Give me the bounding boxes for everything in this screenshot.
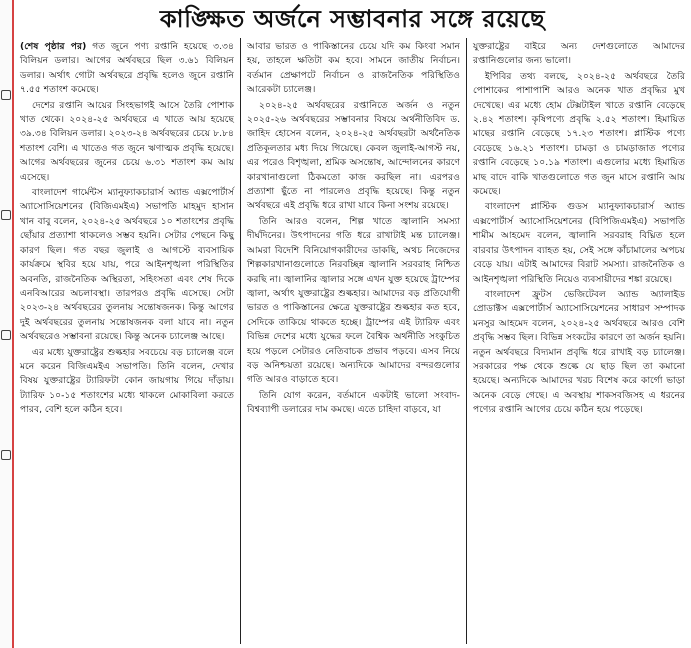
- edge-mark: [1, 90, 11, 100]
- paragraph: বাংলাদেশ ফ্রুটস ভেজিটেবল অ্যান্ড অ্যালাইড প্রোডাক্টস এক্সপোর্টার্স অ্যাসোসিয়েশনের সাধারণ সম্পাদক মনসুর আহমেদ বলেন, ২০২৪-২৫ অর্থবছরে আরও বেশি প্রবৃদ্ধি সম্ভব ছিল। বিভিন্ন সংকটের কারণে তা অর্জন হয়নি। নতুন অর্থবছরে বিদ্যমান প্রবৃদ্ধি ধরে রাখাই বড় চ্যালেঞ্জ। সরকারের পক্ষ থেকে শুল্কে যে ছাড় ছিল তা কমানো হয়েছে। অন্যদিকে আমাদের খরচ বিশেষ করে কার্গো ভাড়া অনেক বেড়ে গেছে। এ অবস্থায় শাকসবজিসহ এ ধরনের পণ্যের রপ্তানি আগের চেয়ে কঠিন হয়ে পড়েছে।: [473, 288, 685, 416]
- paragraph: আবার ভারত ও পাকিস্তানের চেয়ে যদি কম কিংবা সমান হয়, তাহলে ক্ষতিটা কম হবে। সামনে জাতীয় নির্বাচন। বর্তমান প্রেক্ষাপটে নির্বাচন ও রাজনৈতিক পরিস্থিতিও আরেকটা চ্যালেঞ্জ।: [247, 41, 460, 96]
- page-edge-strip: [0, 0, 14, 648]
- edge-mark: [1, 450, 11, 460]
- edge-mark: [1, 210, 11, 220]
- paragraph: বাংলাদেশ প্লাস্টিক গুডস ম্যানুফ্যাকচারার্স অ্যান্ড এক্সপোর্টার্স অ্যাসোসিয়েশনের (বিপিজিএমইএ) সভাপতি শামীম আহমেদ বলেন, জ্বালানি সরবরাহ বিঘ্নিত হলে বারবার উৎপাদন ব্যাহত হয়, সেই সঙ্গে কাঁচামালের অপচয় বেড়ে যায়। এটাই আমাদের বিরাট সমস্যা। রাজনৈতিক ও আইনশৃঙ্খলা পরিস্থিতি নিয়েও ব্যবসায়ীদের শঙ্কা রয়েছে।: [473, 201, 685, 285]
- article-body: [14, 38, 691, 644]
- paragraph: তিনি আরও বলেন, শিল্প খাতে জ্বালানি সমস্যা দীর্ঘদিনের। উৎপাদনের গতি ধরে রাখাটাই মন্ত চ্যালেঞ্জ। আমরা বিদেশি বিনিয়োগকারীদের ডাকছি, অথচ নিজেদের শিল্পকারখানাগুলোতে নিরবচ্ছিন্ন জ্বালানি সরবরাহ নিশ্চিত করছি না। জ্বালানির জ্বালার সঙ্গে এখন যুক্ত হয়েছে ট্রাম্পের জ্বালা, অর্থাৎ যুক্তরাষ্ট্রের শুল্কহার। আমাদের বড় প্রতিযোগী ভারত ও পাকিস্তানের ক্ষেত্রে যুক্তরাষ্ট্রের শুল্কহার কত হবে, সেদিকে তাকিয়ে থাকতে হচ্ছে। ট্রাম্পের এই ট্যারিফ এবং বিভিন্ন দেশের মধ্যে যুদ্ধের ফলে বৈশ্বিক অর্থনীতি সংকুচিত হয়ে পড়লে সেটারও নেতিবাচক প্রভাব পড়বে। এসব নিয়ে বড় অনিশ্চয়তা রয়েছে। অন্যদিকে আমাদের বন্দরগুলোর গতি আরও বাড়াতে হবে।: [247, 215, 460, 386]
- paragraph: ২০২৪-২৫ অর্থবছরের রপ্তানিতে অর্জন ও নতুন ২০২৫-২৬ অর্থবছরের সম্ভাবনার বিষয়ে অর্থনীতিবিদ ড. জাহিদ হোসেন বলেন, ২০২৪-২৫ অর্থবছরটা অর্থনৈতিক প্রতিকূলতার মধ্য দিয়ে গিয়েছে। কেবল জুলাই-আগস্ট নয়, এর পরেও বিশৃঙ্খলা, শ্রমিক অসন্তোষ, আন্দোলনের কারণে কারখানাগুলো ঠিকমতো কাজ করছিল না। এরপরও প্রত্যাশা ছুঁতে না পারলেও প্রবৃদ্ধি হয়েছে। কিন্তু নতুন অর্থবছরে এই প্রবৃদ্ধি ধরে রাখা যাবে কিনা সংশয় রয়েছে।: [247, 99, 460, 212]
- edge-mark: [1, 330, 11, 340]
- article-column-3: [466, 38, 691, 644]
- article-column-1: [14, 38, 240, 644]
- article-column-2: [240, 38, 466, 644]
- paragraph: ইপিবির তথ্য বলছে, ২০২৪-২৫ অর্থবছরে তৈরি পোশাকের পাশাপাশি আরও অনেক খাত প্রবৃদ্ধির মুখ দেখেছে। এর মধ্যে হোম টেক্সটাইল খাতে রপ্তানি বেড়েছে ২.৪২ শতাংশ। কৃষিপণ্যে প্রবৃদ্ধি ২.৫২ শতাংশ। হিমায়িত মাছের রপ্তানি বেড়েছে ১৭.২৩ শতাংশ। প্লাস্টিক পণ্যে বেড়েছে ১৬.২১ শতাংশ। চামড়া ও চামড়াজাত পণ্যের রপ্তানি বেড়েছে ১০.১৯ শতাংশ। এগুলোর মধ্যে হিমায়িত মাছ বাদে বাকি খাতগুলোতে গত জুন মাসে রপ্তানি আয় কমেছে।: [473, 70, 685, 198]
- headline: কাঙ্ক্ষিত অর্জনে সম্ভাবনার সঙ্গে রয়েছে: [159, 4, 546, 33]
- paragraph: এর মধ্যে যুক্তরাষ্ট্রের শুল্কহার সবচেয়ে বড় চ্যালেঞ্জ বলে মনে করেন বিজিএমইএ সভাপতি। তিনি বলেন, দেখার বিষয় যুক্তরাষ্ট্রের ট্যারিফটা কোন জায়গায় গিয়ে দাঁড়ায়। ট্যারিফ ১০-১৫ শতাংশের মধ্যে থাকলে মোকাবিলা করতে পারব, বেশি হলে কঠিন হবে।: [20, 346, 234, 416]
- paragraph: [20, 40, 234, 98]
- paragraph-text: গত জুনে পণ্য রপ্তানি হয়েছে ৩.৩৪ বিলিয়ন ডলার। আগের অর্থবছরে ছিল ৩.৬১ বিলিয়ন ডলার। অর্থাৎ গোটা অর্থবছরে প্রবৃদ্ধি হলেও জুনে রপ্তানি ৭.৫৫ শতাংশ কমেছে।: [20, 41, 234, 96]
- paragraph: দেশের রপ্তানি আয়ের সিংহভাগই আসে তৈরি পোশাক খাত থেকে। ২০২৪-২৫ অর্থবছরে এ খাতে আয় হয়েছে ৩৯.৩৪ বিলিয়ন ডলার। ২০২৩-২৪ অর্থবছরের চেয়ে ৮.৮৪ শতাংশ বেশি। এ খাতেও গত জুনে ঋণাত্মক প্রবৃদ্ধি হয়েছে। আগের অর্থবছরের জুনের চেয়ে ৬.৩১ শতাংশ কম আয় এসেছে।: [20, 99, 234, 183]
- paragraph: যুক্তরাষ্ট্রের বাইরে অন্য দেশগুলোতে আমাদের রপ্তানিগুলোর জন্য ভালো।: [473, 41, 685, 67]
- paragraph: বাংলাদেশ গার্মেন্টস ম্যানুফ্যাকচারার্স অ্যান্ড এক্সপোর্টার্স অ্যাসোসিয়েশনের (বিজিএমইএ) সভাপতি মাহমুদ হাসান খান বাবু বলেন, ২০২৪-২৫ অর্থবছরে ১০ শতাংশের প্রবৃদ্ধি ছোঁয়ার প্রত্যাশা থাকলেও সম্ভব হয়নি। সেটার পেছনে কিছু কারণ ছিল। গত বছর জুলাই ও আগস্টে ব্যবসায়িক কার্যক্রমে স্থবির হয়ে যায়, পরে আইনশৃঙ্খলা পরিস্থিতির অবনতি, রাজনৈতিক অস্থিরতা, সহিংসতা এবং শেষ দিকে এনবিআরের অচলাবস্থা। তারপরও প্রবৃদ্ধি এসেছে। সেটা ২০২৩-২৪ অর্থবছরের তুলনায় সন্তোষজনক। কিন্তু আগের দুই অর্থবছরের তুলনায় সন্তোষজনক বলা যাবে না। নতুন অর্থবছরেও সম্ভাবনা রয়েছে। কিন্তু অনেক চ্যালেঞ্জ আছে।: [20, 187, 234, 343]
- paragraph: তিনি যোগ করেন, বর্তমানে একটাই ভালো সংবাদ- বিশ্বব্যাপী ডলারের দাম কমছে। এতে চাহিদা বাড়বে, যা: [247, 389, 460, 416]
- continued-tag: (শেষ পৃষ্ঠার পর): [20, 41, 87, 52]
